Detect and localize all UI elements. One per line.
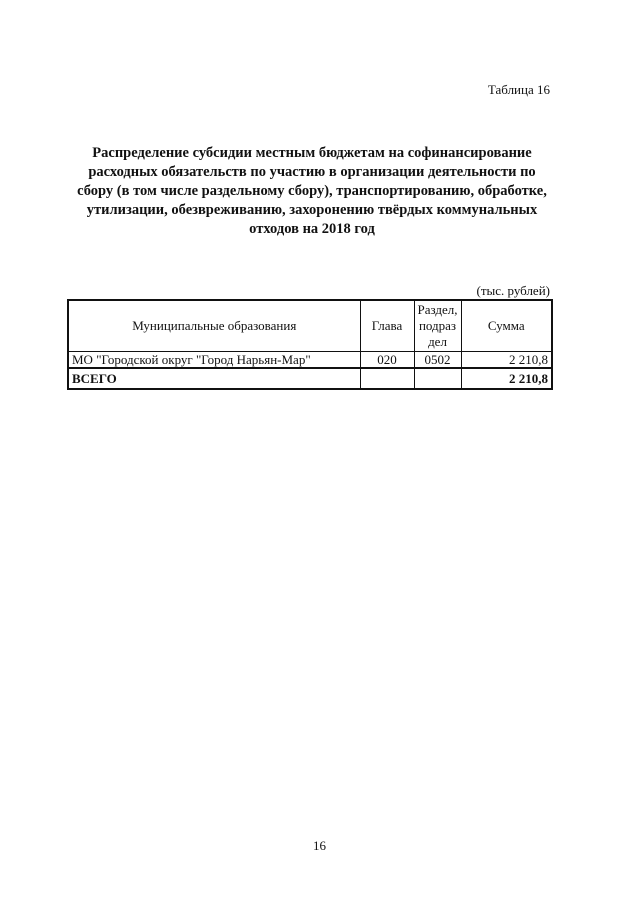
cell-amount: 2 210,8	[461, 352, 552, 369]
table-header-row	[68, 300, 552, 352]
header-section-line1: Раздел,	[417, 302, 458, 317]
header-municipality: Муниципальные образования	[68, 300, 360, 352]
cell-municipality: МО "Городской округ "Город Нарьян-Мар"	[68, 352, 360, 369]
table-number: Таблица 16	[487, 82, 550, 97]
page-number: 16	[313, 838, 326, 853]
cell-section: 0502	[414, 352, 461, 369]
document-title: Распределение субсидии местным бюджетам на софинансирование расходных обязательств по участию в организации деятельности по сбору (в том числе раздельному сбору), транспортированию, обработке, утилизации, обезвреживанию, захоронению твёрдых коммунальных отходов на 2018 год	[77, 145, 547, 237]
table-total-row	[68, 368, 552, 389]
header-chapter: Глава	[360, 300, 414, 352]
header-section-line3: дел	[428, 334, 447, 349]
total-section	[414, 368, 461, 389]
total-chapter	[360, 368, 414, 389]
header-section	[414, 300, 461, 352]
header-amount: Сумма	[461, 300, 552, 352]
total-label: ВСЕГО	[68, 368, 360, 389]
header-section-line2: подраз	[418, 318, 457, 333]
total-amount: 2 210,8	[461, 368, 552, 389]
table-row	[68, 352, 552, 369]
units-label: (тыс. рублей)	[476, 283, 550, 298]
subsidy-table	[67, 299, 553, 390]
cell-chapter: 020	[360, 352, 414, 369]
